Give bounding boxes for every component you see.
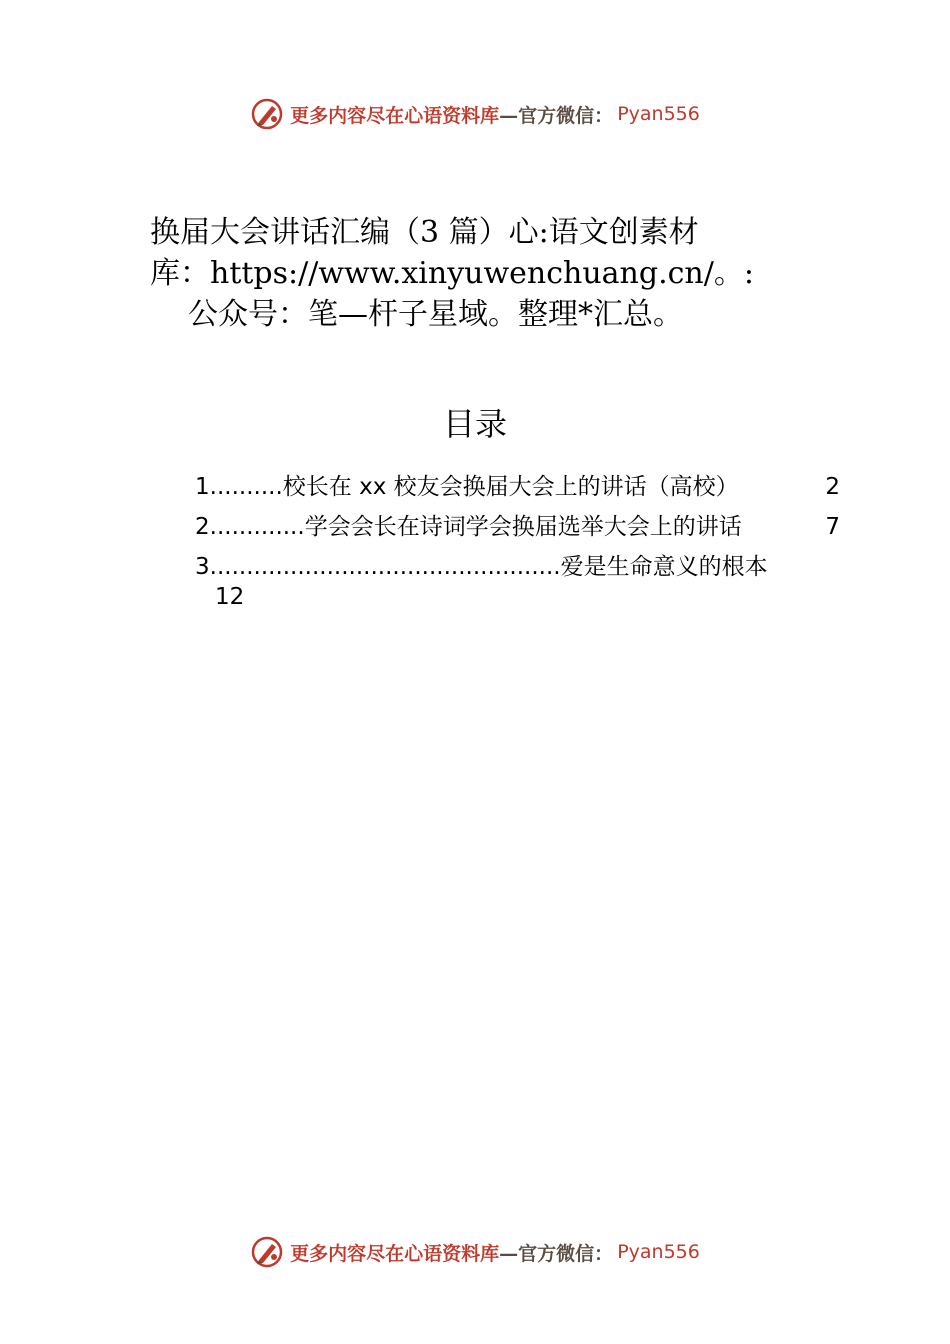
banner-wechat-label: —官方微信： (499, 1242, 614, 1265)
banner-site-text: 更多内容尽在心语资料库 (290, 1242, 500, 1265)
banner-site-text: 更多内容尽在心语资料库 (290, 104, 500, 127)
title-line-3: 公众号：笔—杆子星域。整理*汇总。 (188, 297, 683, 332)
toc-entry-title: 校长在 xx 校友会换届大会上的讲话（高校） (282, 474, 739, 500)
toc-entry-page: 12 (215, 584, 245, 610)
title-line-2: 库：https://www.xinyuwenchuang.cn/。: (150, 256, 754, 291)
table-of-contents (195, 470, 840, 622)
toc-entry-page: 2 (825, 474, 840, 500)
toc-entry-dots: .......... (209, 474, 283, 500)
footer-banner (0, 1232, 950, 1272)
toc-entry-1[interactable] (195, 470, 840, 510)
title-line-1: 换届大会讲话汇编（3 篇）心:语文创素材 (150, 215, 699, 250)
toc-entry-page: 7 (825, 514, 840, 540)
banner-wechat-id: Pyan556 (617, 103, 700, 125)
toc-heading: 目录 (442, 405, 507, 443)
toc-entry-dots: ................................................ (209, 554, 561, 580)
pen-logo-icon (250, 1235, 284, 1269)
toc-entry-dots: ............. (209, 514, 305, 540)
banner-wechat-label: —官方微信： (499, 104, 614, 127)
toc-entry-number: 2 (195, 514, 210, 540)
toc-entry-number: 1 (195, 474, 210, 500)
toc-entry-3[interactable] (195, 550, 840, 622)
banner-wechat-id: Pyan556 (617, 1241, 700, 1263)
header-banner (0, 94, 950, 134)
toc-entry-2[interactable] (195, 510, 840, 550)
pen-logo-icon (250, 97, 284, 131)
toc-entry-title: 学会会长在诗词学会换届选举大会上的讲话 (304, 514, 742, 540)
document-title (150, 212, 810, 335)
toc-entry-number: 3 (195, 554, 210, 580)
toc-entry-title: 爱是生命意义的根本 (560, 554, 768, 580)
